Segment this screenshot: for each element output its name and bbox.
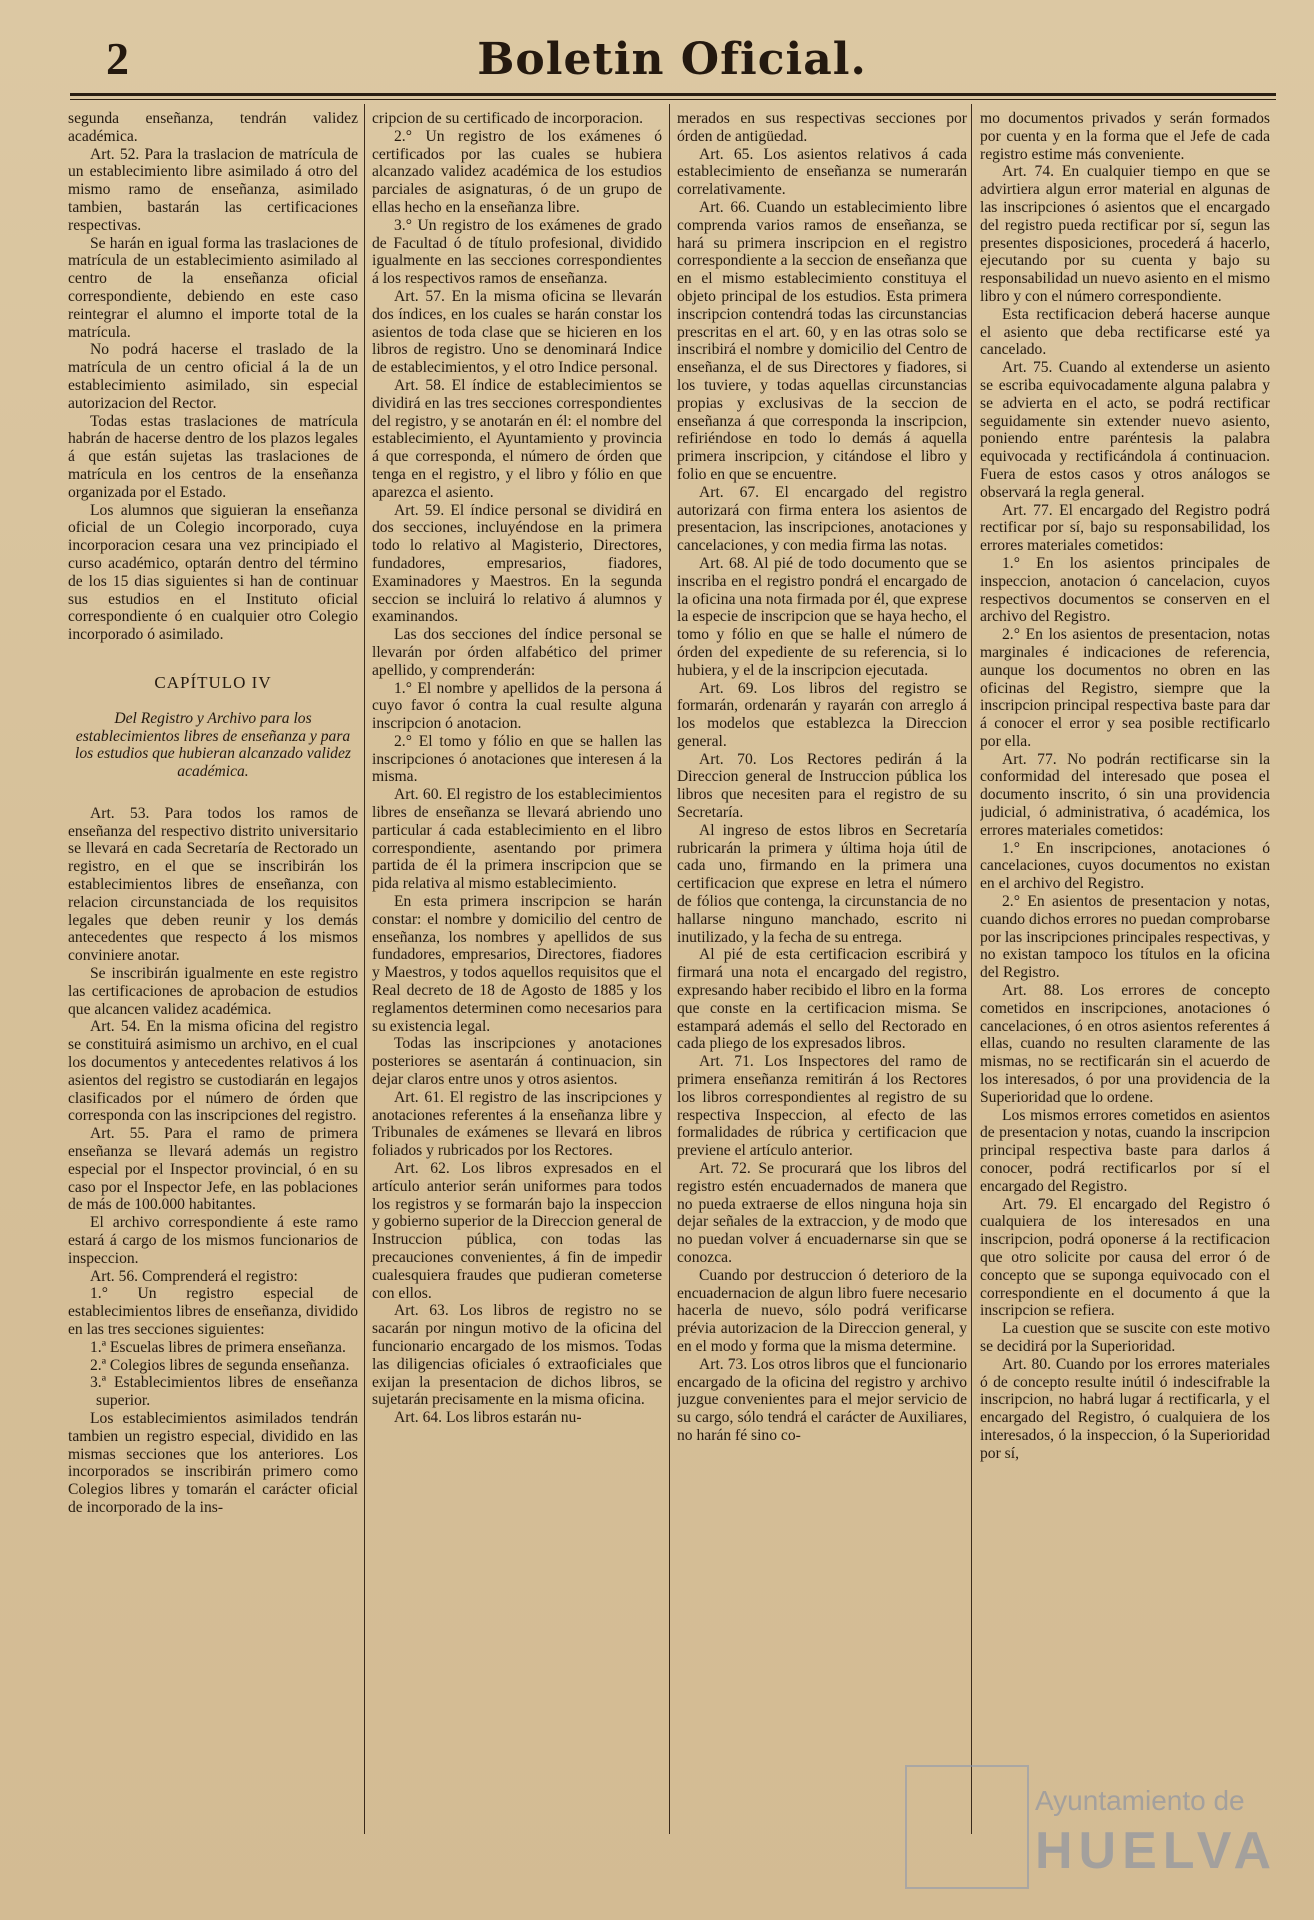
paragraph: 2.° En los asientos de presentacion, notas marginales é indicaciones de referencia, aunque los documentos no obren en las oficinas del Registro, siempre que la inscripcion principal respectiva baste para dar á conocer el error y sea posible rectificarlo por ella. — [980, 626, 1270, 750]
paragraph: Art. 67. El encargado del registro autorizará con firma entera los asientos de presentacion, las inscripciones, anotaciones y cancelaciones, y con media firma las notas. — [677, 483, 967, 555]
paragraph: Art. 66. Cuando un establecimiento libre comprenda varios ramos de enseñanza, se hará su primera inscripcion en el registro correspondiente a la seccion de enseñanza que en el mismo establecimiento constituya el objeto principal de los estudios. Esta primera inscripcion contendrá todas las circunstancias prescritas en el art. 60, y en las otras solo se inscribirá el nombre y domicilio del Centro de enseñanza, el de sus Directores y fiadores, si los tuviere, y todas aquellas circunstancias propias y exclusivas de la seccion de enseñanza á que corresponda la inscripcion, refiriéndose en todo lo demás á aquella primera inscripcion, y citándose el libro y folio en que se encuentre. — [677, 198, 967, 483]
list-item: 2.ª Colegios libres de segunda enseñanza. — [90, 1356, 350, 1374]
paragraph: Art. 77. El encargado del Registro podrá rectificar por sí, bajo su responsabilidad, los errores materiales cometidos: — [980, 501, 1270, 555]
paragraph: Art. 53. Para todos los ramos de enseñanza del respectivo distrito universitario se llevará en cada Secretaría de Rectorado un registro, en el que se inscribirán los establecimientos libres de enseñanza, con relacion circunstanciada de los requisitos legales que deben reunir y los demás antecedentes que respecto á los mismos conviniere anotar. — [68, 804, 358, 965]
paragraph: Art. 79. El encargado del Registro ó cualquiera de los interesados en una inscripcion, podrá oponerse á la rectificacion que otro solicite por causa del error ó de concepto que se suponga equivocado con el correspondiente en el documento á que la inscripcion se refiera. — [980, 1195, 1270, 1320]
paragraph: La cuestion que se suscite con este motivo se decidirá por la Superioridad. — [980, 1320, 1270, 1355]
paragraph: segunda enseñanza, tendrán validez académica. — [68, 110, 358, 145]
publication-title: Boletin Oficial. — [477, 34, 867, 85]
paragraph: Art. 56. Comprenderá el registro: — [90, 1267, 298, 1285]
column-divider — [971, 104, 972, 1834]
column-3 — [677, 110, 967, 1830]
column-divider — [669, 104, 670, 1834]
archive-watermark — [905, 1765, 1278, 1885]
watermark-line-2: HUELVA — [1035, 1822, 1278, 1880]
header-rule-thin — [70, 99, 1276, 100]
paragraph: Se inscribirán igualmente en este registro las certificaciones de aprobacion de estudios que alcancen validez académica. — [68, 965, 358, 1018]
paragraph: 1.° El nombre y apellidos de la persona á cuyo favor ó contra la cual resulte alguna inscripcion ó anotacion. — [372, 679, 662, 733]
paragraph: 1.° Un registro especial de establecimientos libres de enseñanza, dividido en las tres secciones siguientes: — [68, 1285, 358, 1338]
column-2 — [372, 110, 662, 1830]
paragraph: Art. 72. Se procurará que los libros del registro estén encuadernados de manera que no pueda extraerse de ellos ninguna hoja sin dejar señales de la extraccion, y de modo que no puedan volver á encuadernarse sin que se conozca. — [677, 1160, 967, 1266]
paragraph: Al ingreso de estos libros en Secretaría rubricarán la primera y última hoja útil de cada uno, firmando en la primera una certificacion que exprese en letra el número de fólios que contenga, la circunstancia de no hallarse ninguno manchado, escrito ni inutilizado, y la fecha de su entrega. — [677, 821, 967, 946]
paragraph: Art. 59. El índice personal se dividirá en dos secciones, incluyéndose en la primera todo lo relativo al Magisterio, Directores, fundadores, empresarios, fiadores, Examinadores y Maestros. En la segunda seccion se incluirá lo relativo á alumnos y examinandos. — [372, 501, 662, 626]
paragraph: mo documentos privados y serán formados por cuenta y en la forma que el Jefe de cada registro estime más conveniente. — [980, 110, 1270, 163]
column-divider — [364, 104, 365, 1834]
paragraph: Art. 63. Los libros de registro no se sacarán por ningun motivo de la oficina del funcionario encargado de los mismos. Todas las diligencias oficiales ó extraoficiales que exijan la presentacion de dichos libros, se sujetarán precisamente en la misma oficina. — [372, 1302, 662, 1409]
crest-icon — [905, 1765, 1029, 1889]
paragraph: Se harán en igual forma las traslaciones de matrícula de un establecimiento asimilado al centro de la enseñanza oficial correspondiente, debiendo en este caso reintegrar el alumno el importe total de la matrícula. — [68, 234, 358, 341]
paragraph: Art. 77. No podrán rectificarse sin la conformidad del interesado que posea el documento inscrito, ó sin una providencia judicial, ó administrativa, ó académica, los errores materiales cometidos: — [980, 750, 1270, 839]
paragraph: Art. 61. El registro de las inscripciones y anotaciones referentes á la enseñanza libre y Tribunales de exámenes se llevará en libros foliados y rubricados por los Rectores. — [372, 1088, 662, 1160]
paragraph: 1.° En los asientos principales de inspeccion, anotacion ó cancelacion, cuyos respectivos documentos se conserven en el archivo del Registro. — [980, 554, 1270, 626]
paragraph: Los alumnos que siguieran la enseñanza oficial de un Colegio incorporado, cuya incorporacion cesara una vez principiado el curso académico, optarán dentro del término de los 15 dias siguientes si han de continuar sus estudios en el Instituto oficial correspondiente ó en cualquier otro Colegio incorporado ó asimilado. — [68, 501, 358, 644]
paragraph: 3.° Un registro de los exámenes de grado de Facultad ó de título profesional, dividido igualmente en las secciones correspondientes á los respectivos ramos de enseñanza. — [372, 216, 662, 288]
paragraph: Art. 70. Los Rectores pedirán á la Direccion general de Instruccion pública los libros que necesiten para el registro de su Secretaría. — [677, 750, 967, 822]
chapter-subtitle: Del Registro y Archivo para los establecimientos libres de enseñanza y para los estudios que hubieran alcanzado validez académica. — [75, 709, 351, 781]
paragraph: Art. 58. El índice de establecimientos se dividirá en las tres secciones correspondientes del registro, y se anotarán en él: el nombre del establecimiento, el Ayuntamiento y provincia á que corresponda, el número de órden que tenga en el registro, y el libro y fólio en que aparezca el asiento. — [372, 376, 662, 501]
paragraph: Art. 55. Para el ramo de primera enseñanza se llevará además un registro especial por el Inspector provincial, ó en su caso por el Inspector Jefe, en las poblaciones de más de 100.000 habitantes. — [68, 1125, 358, 1214]
paragraph: Art. 74. En cualquier tiempo en que se advirtiera algun error material en algunas de las inscripciones ó asientos que el encargado del registro pueda rectificar por sí, segun las presentes disposiciones, procederá á hacerlo, ejecutando por su cuenta y bajo su responsabilidad un nuevo asiento en el mismo libro y con el número correspondiente. — [980, 163, 1270, 305]
paragraph: Art. 60. El registro de los establecimientos libres de enseñanza se llevará abriendo uno particular á cada establecimiento en el libro correspondiente, asentando por primera partida de él la primera inscripcion que se pida relativa al mismo establecimiento. — [372, 786, 662, 893]
paragraph: Esta rectificacion deberá hacerse aunque el asiento que deba rectificarse esté ya cancelado. — [980, 305, 1270, 359]
paragraph: El archivo correspondiente á este ramo estará á cargo de los mismos funcionarios de inspeccion. — [68, 1214, 358, 1267]
paragraph: Art. 80. Cuando por los errores materiales ó de concepto resulte inútil ó indescifrable la inscripcion, no habrá lugar á rectificarla, y el encargado del Registro, ó cualquiera de los interesados, ó la inspeccion, ó la Superioridad por sí, — [980, 1355, 1270, 1462]
paragraph: Art. 88. Los errores de concepto cometidos en inscripciones, anotaciones ó cancelaciones, ó en otros asientos referentes á ellas, cuando no resulten claramente de las mismas, no se rectificarán sin el acuerdo de los interesados, ó por una providencia de la Superioridad que lo ordene. — [980, 982, 1270, 1106]
paragraph: Art. 54. En la misma oficina del registro se constituirá asimismo un archivo, en el cual los documentos y antecedentes relativos á los asientos del registro se custodiarán en legajos clasificados por el número de órden que corresponda con las inscripciones del registro. — [68, 1018, 358, 1125]
paragraph: Todas estas traslaciones de matrícula habrán de hacerse dentro de los plazos legales á que están sujetas las traslaciones de matrícula en los centros de la enseñanza organizada por el Estado. — [68, 412, 358, 501]
list-item: 3.ª Establecimientos libres de enseñanza superior. — [90, 1374, 358, 1410]
column-1 — [68, 110, 358, 1830]
paragraph: No podrá hacerse el traslado de la matrícula de un centro oficial á la de un establecimiento asimilado, sin especial autorizacion del Rector. — [68, 341, 358, 412]
paragraph: merados en sus respectivas secciones por órden de antigüedad. — [677, 110, 967, 145]
paragraph: Art. 52. Para la traslacion de matrícula de un establecimiento libre asimilado á otro del mismo ramo de enseñanza, asimilado tambien, bastarán las certificaciones respectivas. — [68, 145, 358, 234]
paragraph: En esta primera inscripcion se harán constar: el nombre y domicilio del centro de enseñanza, los nombres y apellidos de sus fundadores, empresarios, Directores, fiadores y Maestros, y todos aquellos requisitos que el Real decreto de 18 de Agosto de 1885 y los reglamentos determinen como necesarios para su existencia legal. — [372, 893, 662, 1035]
paragraph: Art. 62. Los libros expresados en el artículo anterior serán uniformes para todos los registros y se formarán bajo la inspeccion y gobierno superior de la Direccion general de Instruccion pública, con todas las precauciones convenientes, á fin de impedir cualesquiera fraudes que pudieran cometerse con ellos. — [372, 1160, 662, 1302]
paragraph: Art. 64. Los libros estarán nu- — [394, 1409, 582, 1427]
paragraph: Art. 69. Los libros del registro se formarán, ordenarán y rayarán con arreglo á los modelos que establezca la Direccion general. — [677, 679, 967, 750]
page-number: 2 — [106, 33, 129, 84]
paragraph: 2.° Un registro de los exámenes ó certificados por las cuales se hubiera alcanzado validez académica de los estudios parciales de asignaturas, ó de un grupo de ellas hecho en la enseñanza libre. — [372, 127, 662, 216]
paragraph: 1.° En inscripciones, anotaciones ó cancelaciones, cuyos documentos no existan en el archivo del Registro. — [980, 839, 1270, 893]
column-4 — [980, 110, 1270, 1830]
paragraph: Art. 65. Los asientos relativos á cada establecimiento de enseñanza se numerarán correlativamente. — [677, 145, 967, 199]
header-rule — [70, 93, 1276, 96]
paragraph: Art. 68. Al pié de todo documento que se inscriba en el registro pondrá el encargado de la oficina una nota firmada por él, que exprese la especie de inscripcion que se haya hecho, el tomo y fólio en que se halle el número de órden del expediente de su referencia, si lo hubiera, y el de la inscripcion ejecutada. — [677, 554, 967, 679]
watermark-line-1: Ayuntamiento de — [1035, 1785, 1245, 1816]
paragraph: 2.° El tomo y fólio en que se hallen las inscripciones ó anotaciones que interesen á la misma. — [372, 732, 662, 786]
paragraph: Art. 57. En la misma oficina se llevarán dos índices, en los cuales se harán constar los asientos de toda clase que se hicieren en los libros de registro. Uno se denominará Indice de establecimientos, y el otro Indice personal. — [372, 287, 662, 377]
paragraph: Los establecimientos asimilados tendrán tambien un registro especial, dividido en las mismas secciones que los anteriores. Los incorporados se inscribirán primero como Colegios libres y tomarán el carácter oficial de incorporado de la ins- — [68, 1409, 358, 1516]
paragraph: Art. 73. Los otros libros que el funcionario encargado de la oficina del registro y archivo juzgue convenientes para el mejor servicio de su cargo, sólo tendrá el carácter de Auxiliares, no harán fé sino co- — [677, 1355, 967, 1444]
paragraph: Art. 75. Cuando al extenderse un asiento se escriba equivocadamente alguna palabra y se advierta en el acto, se podrá rectificar seguidamente sin extender nuevo asiento, poniendo entre paréntesis la palabra equivocada y rectificándola á continuacion. Fuera de estos casos y otros análogos se observará la regla general. — [980, 359, 1270, 501]
paragraph: Las dos secciones del índice personal se llevarán por órden alfabético del primer apellido, y comprenderán: — [372, 626, 662, 679]
paragraph: Al pié de esta certificacion escribirá y firmará una nota el encargado del registro, expresando haber recibido el libro en la forma que conste en la certificacion misma. Se estampará además el sello del Rectorado en cada pliego de los expresados libros. — [677, 946, 967, 1053]
paragraph: 2.° En asientos de presentacion y notas, cuando dichos errores no puedan comprobarse por las inscripciones principales respectivas, y no existan tampoco los títulos en la oficina del Registro. — [980, 893, 1270, 982]
chapter-heading: CAPÍTULO IV — [154, 672, 272, 692]
paragraph: cripcion de su certificado de incorporacion. — [372, 110, 644, 127]
list-item: 1.ª Escuelas libres de primera enseñanza. — [90, 1338, 346, 1356]
paragraph: Cuando por destruccion ó deterioro de la encuadernacion de algun libro fuere necesario hacerla de nuevo, sólo podrá verificarse prévia autorizacion de la Direccion general, y en el modo y forma que la misma determine. — [677, 1266, 967, 1355]
paragraph: Los mismos errores cometidos en asientos de presentacion y notas, cuando la inscripcion principal respectiva baste para darlos á conocer, podrá rectificarlos por sí el encargado del Registro. — [980, 1106, 1270, 1195]
paragraph: Todas las inscripciones y anotaciones posteriores se asentarán á continuacion, sin dejar claros entre unos y otros asientos. — [372, 1035, 662, 1089]
page-header — [70, 30, 1274, 88]
paragraph: Art. 71. Los Inspectores del ramo de primera enseñanza remitirán á los Rectores los libros correspondientes al registro de su respectiva Inspeccion, al efecto de las formalidades de rúbrica y certificacion que previene el artículo anterior. — [677, 1053, 967, 1160]
